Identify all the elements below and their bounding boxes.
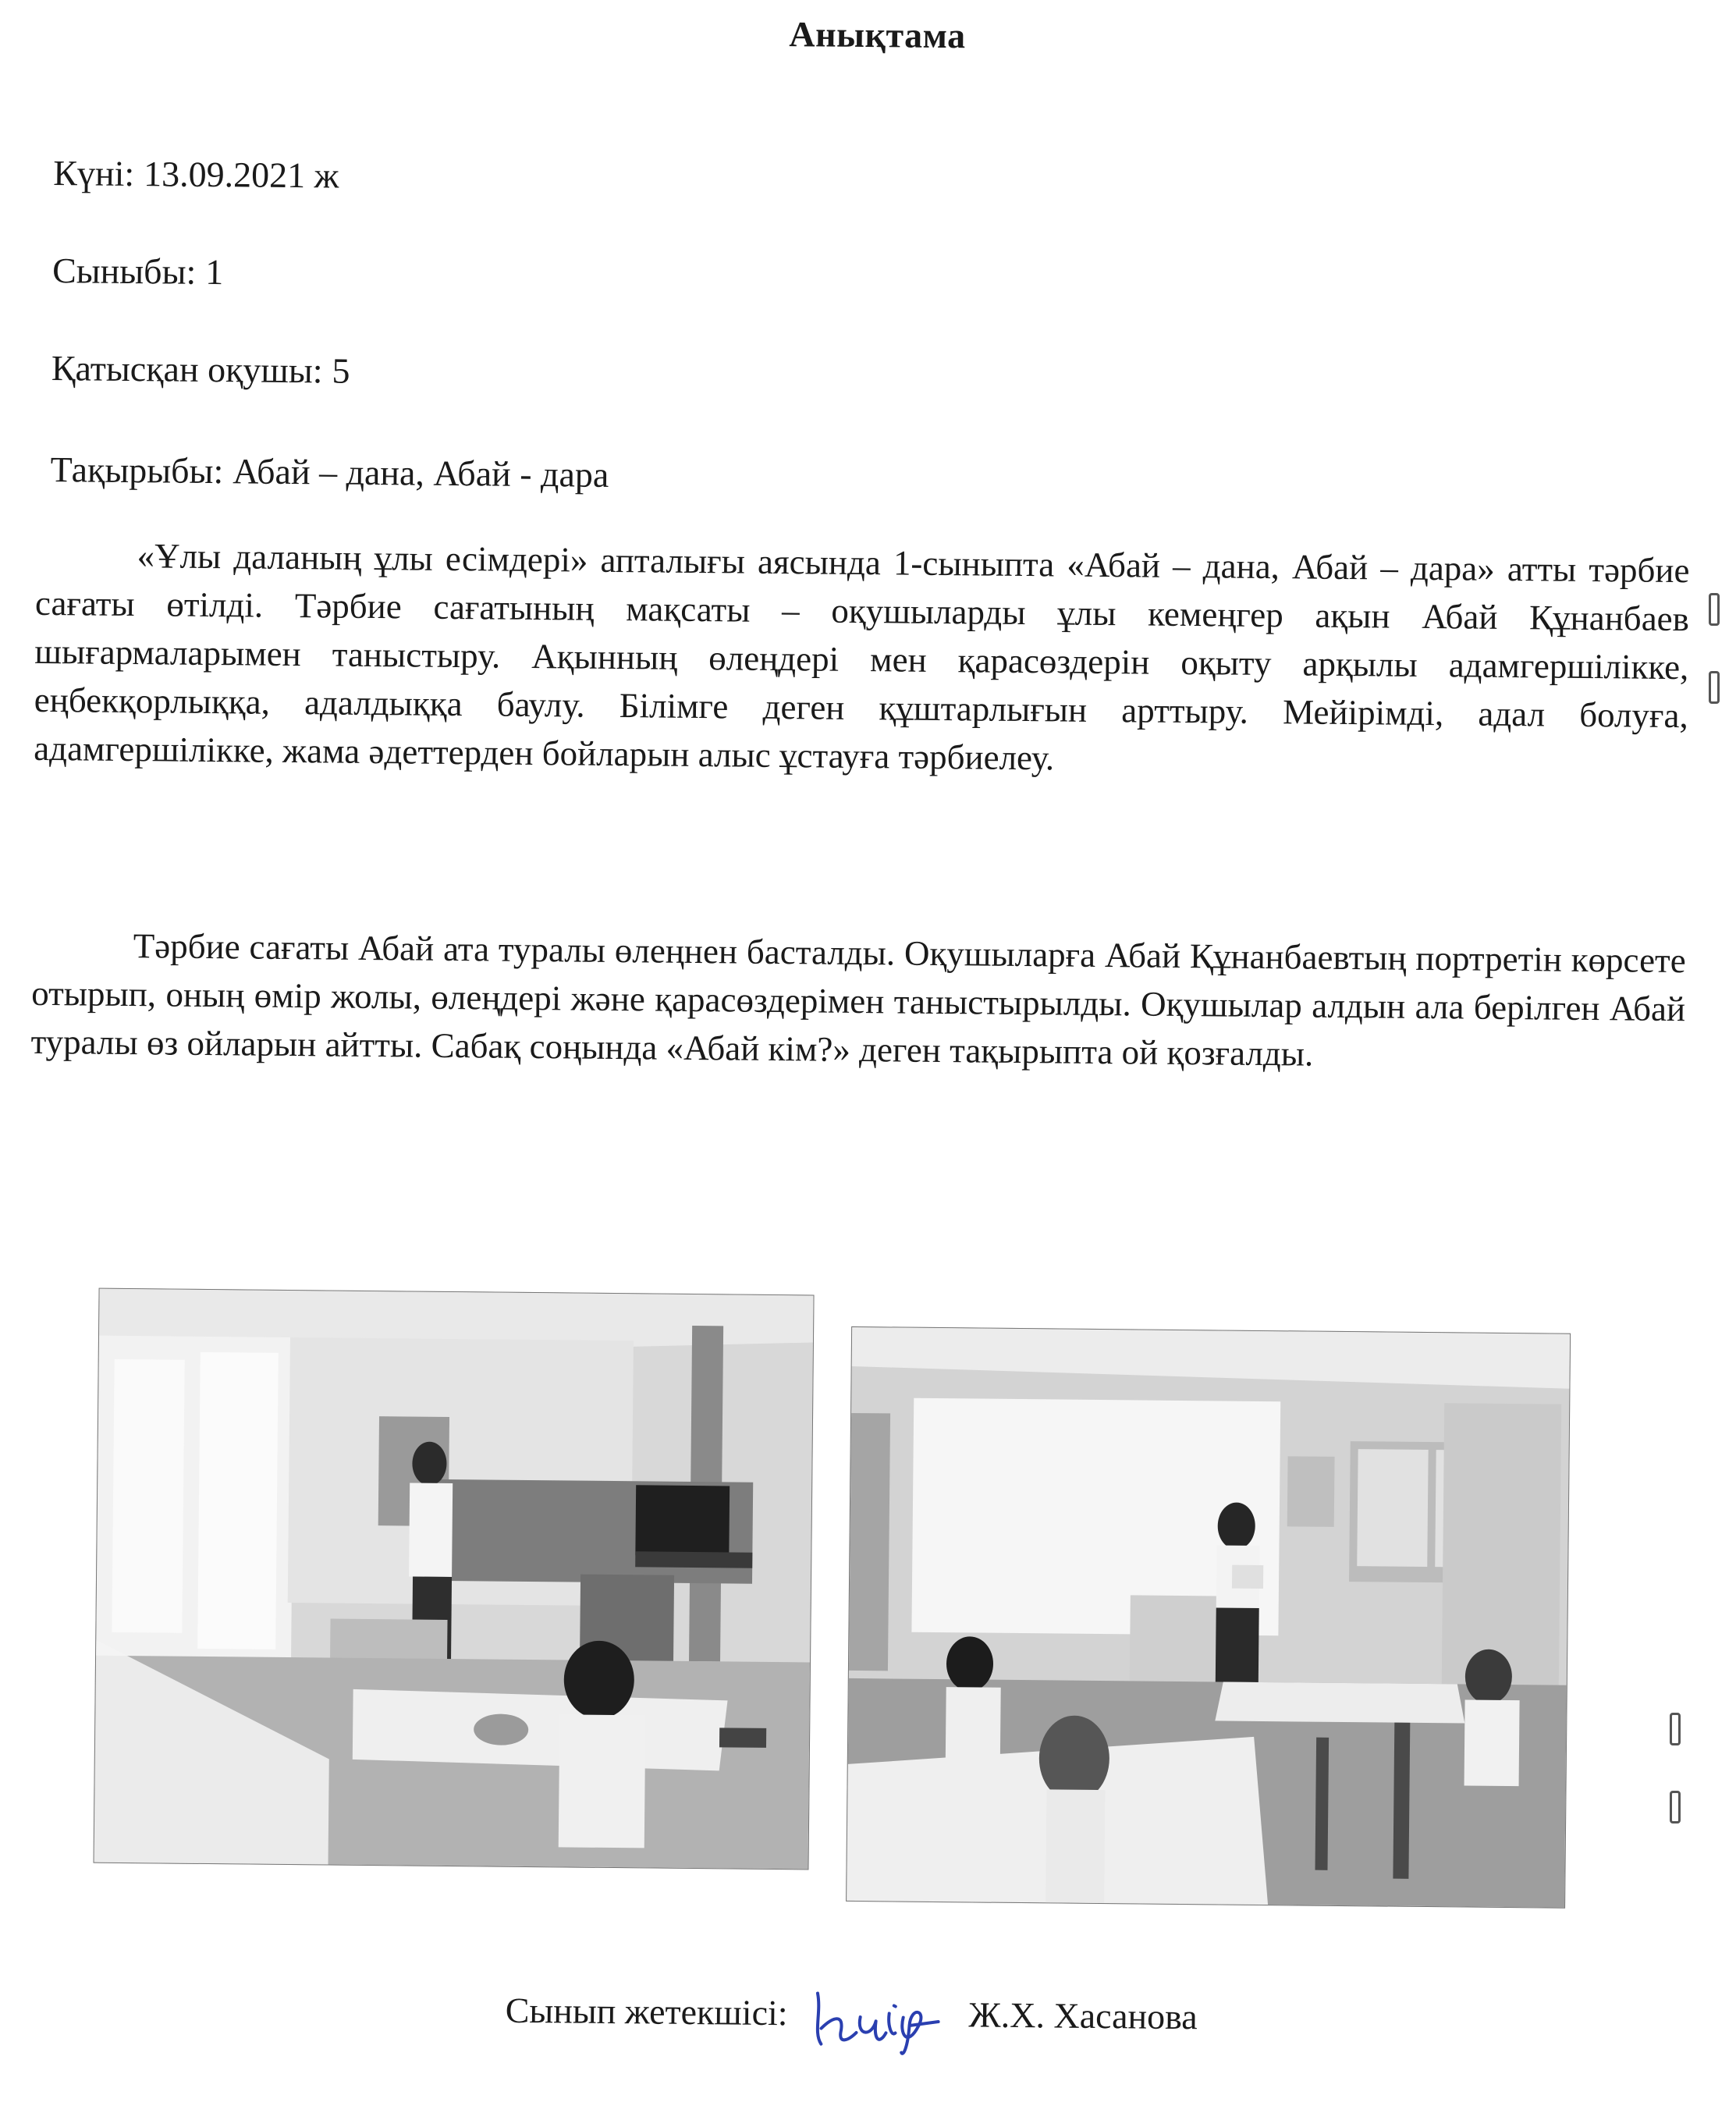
field-date	[53, 152, 339, 197]
body-paragraph-2: Тәрбие сағаты Абай ата туралы өлеңнен басталды. Оқушыларға Абай Құнанбаевтың портретін көрсете отырып, оның өмір жолы, өлеңдері және қарасөздерімен таныстырылды. Оқушылар алдын ала берілген Абай туралы өз ойларын айтты. Сабақ соңында «Абай кім?» деген тақырыпта ой қозғалды.	[30, 926, 1686, 1074]
field-date-value: 13.09.2021 ж	[143, 154, 339, 196]
field-topic	[50, 449, 609, 495]
binder-staple-mark	[1670, 1713, 1681, 1745]
field-topic-value: Абай – дана, Абай - дара	[233, 451, 609, 495]
signature-label: Сынып жетекшісі:	[505, 1990, 788, 2033]
binder-staple-mark	[1709, 671, 1720, 704]
field-students	[51, 347, 350, 392]
document-title: Анықтама	[789, 14, 966, 56]
field-class	[52, 250, 224, 293]
handwritten-signature	[801, 1969, 958, 2057]
field-students-label: Қатысқан оқушы:	[51, 348, 323, 391]
signature-name: Ж.Х. Хасанова	[968, 1994, 1198, 2037]
field-students-value: 5	[332, 350, 350, 391]
binder-staple-mark	[1709, 593, 1720, 626]
classroom-photo-2	[846, 1326, 1571, 1909]
body-paragraph-1: «Ұлы даланың ұлы есімдері» апталығы аясында 1-сыныпта «Абай – дана, Абай – дара» атты тәрбие сағаты өтілді. Тәрбие сағатының мақсаты – оқушыларды ұлы кемеңгер ақын Абай Құнанбаев шығармаларымен таныстыру. Ақынның өлеңдері мен қарасөздерін оқыту арқылы адамгершілікке, еңбекқорлыққа, адалдыққа баулу. Білімге деген құштарлығын арттыру. Мейірімді, адал болуға, адамгершілікке, жама әдеттерден бойларын алыс ұстауға тәрбиелеу.	[33, 536, 1690, 778]
field-topic-label: Тақырыбы:	[50, 449, 224, 492]
field-date-label: Күні:	[53, 153, 135, 194]
classroom-photo-1	[94, 1288, 815, 1870]
field-class-value: 1	[205, 251, 224, 293]
signature-line	[505, 1967, 1198, 2060]
field-class-label: Сыныбы:	[51, 250, 197, 292]
binder-staple-mark	[1670, 1791, 1681, 1823]
